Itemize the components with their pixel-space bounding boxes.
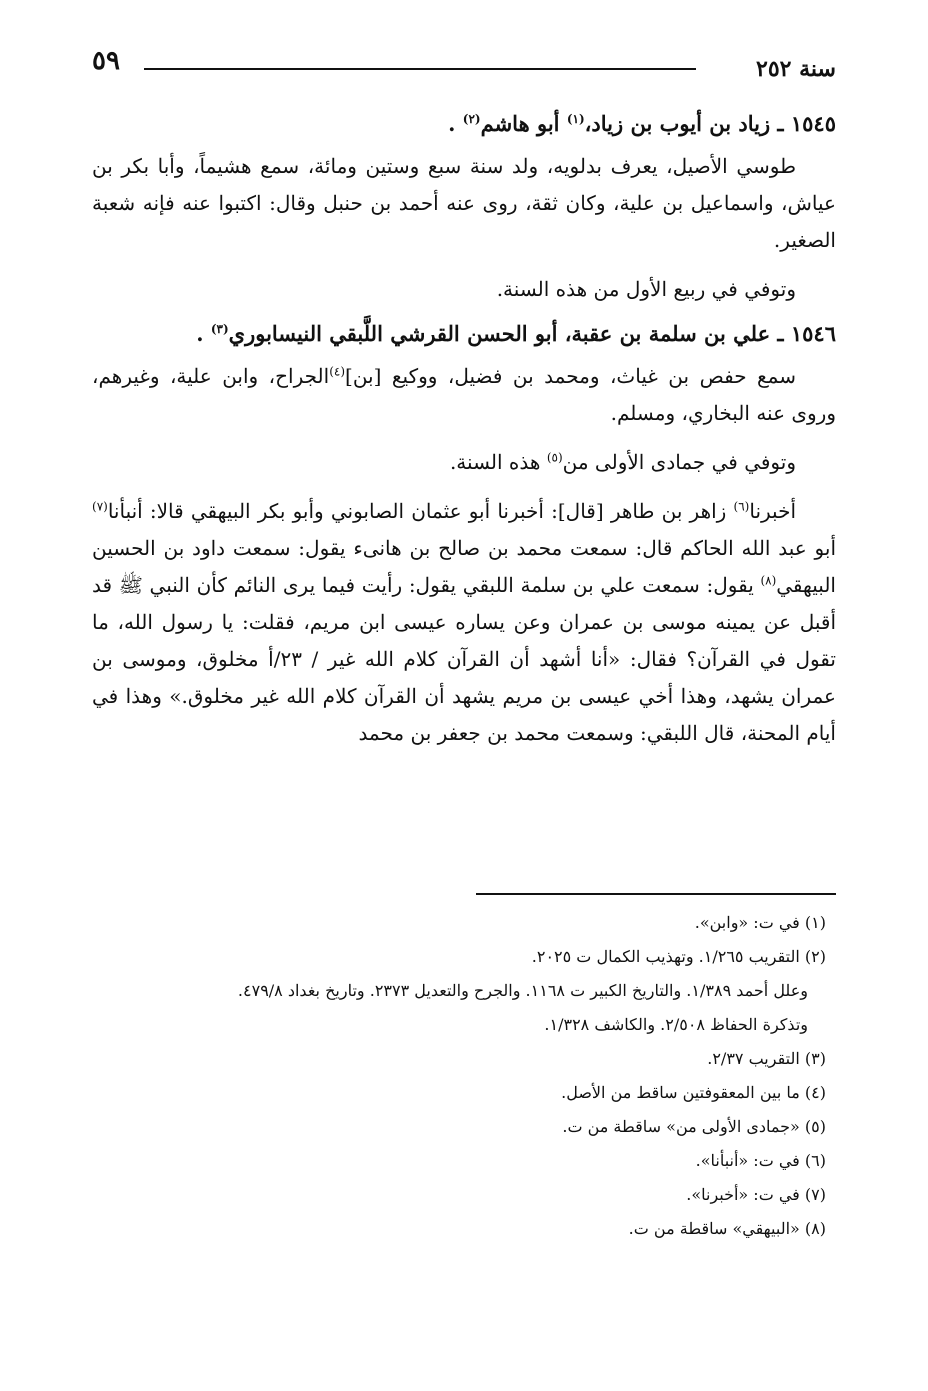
footnote-ref: (٦) — [733, 499, 750, 514]
paragraph-text: وتوفي في جمادى الأولى من — [562, 450, 796, 474]
footnote-ref: (٨) — [760, 573, 777, 588]
entry-paragraph: طوسي الأصيل، يعرف بدلويه، ولد سنة سبع وستين ومائة، سمع هشيماً، وأبا بكر بن عياش، واسماعيل بن علية، وكان ثقة، روى عنه أحمد بن حنبل وقال: اكتبوا عنه فإنه شعبة الصغير. — [92, 154, 836, 252]
entry-paragraph — [92, 444, 836, 481]
footnote-item: (١) في ت: «وابن». — [694, 913, 826, 932]
punctuation: . — [448, 111, 463, 136]
page-number: ٥٩ — [92, 46, 120, 76]
footnote-item: (٧) في ت: «أخبرنا». — [686, 1185, 826, 1204]
footnote-separator — [476, 893, 836, 895]
header-year-title: سنة ٢٥٢ — [756, 56, 836, 82]
footnote-item: (٦) في ت: «أنبأنا». — [695, 1151, 826, 1170]
footnote-item: وتذكرة الحفاظ ٢/٥٠٨. والكاشف ١/٣٢٨. — [544, 1015, 808, 1034]
paragraph-text: الجراح، وابن علية، وغيرهم، وروى عنه البخاري، ومسلم. — [92, 364, 836, 425]
entry-heading-text: ١٥٤٥ ـ زياد بن أيوب بن زياد، — [584, 111, 836, 136]
entry-heading-1546 — [92, 320, 836, 348]
footnote-ref: (٧) — [92, 499, 108, 514]
footnote-ref: (٣) — [210, 322, 229, 336]
paragraph-text: سمع حفص بن غياث، ومحمد بن فضيل، ووكيع [بن] — [345, 364, 796, 388]
footnote-item: وعلل أحمد ١/٣٨٩. والتاريخ الكبير ت ١١٦٨. والجرح والتعديل ٢٣٧٣. وتاريخ بغداد ٤٧٩/٨. — [237, 981, 808, 1000]
entry-paragraph — [92, 358, 836, 432]
footnote-ref: (٥) — [546, 450, 563, 465]
paragraph-text: زاهر بن طاهر [قال]: أخبرنا أبو عثمان الصابوني وأبو بكر البيهقي قالا: أنبأنا — [107, 499, 734, 523]
footnote-item: (٢) التقريب ١/٢٦٥. وتهذيب الكمال ت ٢٠٢٥. — [531, 947, 826, 966]
footnote-ref: (٢) — [462, 112, 481, 126]
entry-paragraph: وتوفي في ربيع الأول من هذه السنة. — [496, 277, 796, 301]
footnote-ref: (١) — [566, 112, 585, 126]
punctuation: . — [196, 321, 211, 346]
running-header — [92, 46, 836, 86]
footnotes — [92, 906, 826, 1246]
entry-heading-text: ١٥٤٦ ـ علي بن سلمة بن عقبة، أبو الحسن القرشي اللَّبقي النيسابوري — [228, 321, 836, 346]
paragraph-text: يقول: سمعت علي بن سلمة اللبقي يقول: رأيت فيما يرى النائم كأن النبي ﷺ قد أقبل عن يمينه موسى بن عمران وعن يساره عيسى ابن مريم، فقلت: يا رسول الله، ما تقول في القرآن؟ فقال: «أنا أشهد أن القرآن كلام الله غير / ٢٣/أ مخلوق، وموسى بن عمران يشهد، وهذا أخي عيسى بن مريم يشهد أن القرآن كلام الله غير مخلوق.» وهذا في أيام المحنة، قال اللبقي: وسمعت محمد بن جعفر بن محمد — [92, 573, 836, 745]
header-rule — [144, 68, 696, 70]
entry-heading-text: أبو هاشم — [480, 111, 567, 136]
entry-heading-1545 — [92, 110, 836, 138]
paragraph-text: أبو عبد الله الحاكم قال: سمعت محمد بن صالح بن هانىء يقول: سمعت داود بن الحسين البيهقي — [92, 536, 836, 597]
footnote-ref: (٤) — [329, 364, 346, 379]
footnote-item: (٤) ما بين المعقوفتين ساقط من الأصل. — [561, 1083, 826, 1102]
footnote-item: (٣) التقريب ٢/٣٧. — [707, 1049, 826, 1068]
entry-paragraph — [92, 493, 836, 752]
main-text — [92, 104, 836, 764]
paragraph-text: هذه السنة. — [449, 450, 547, 474]
footnote-item: (٥) «جمادى الأولى من» ساقطة من ت. — [562, 1117, 826, 1136]
footnote-item: (٨) «البيهقي» ساقطة من ت. — [628, 1219, 826, 1238]
paragraph-text: أخبرنا — [749, 499, 796, 523]
